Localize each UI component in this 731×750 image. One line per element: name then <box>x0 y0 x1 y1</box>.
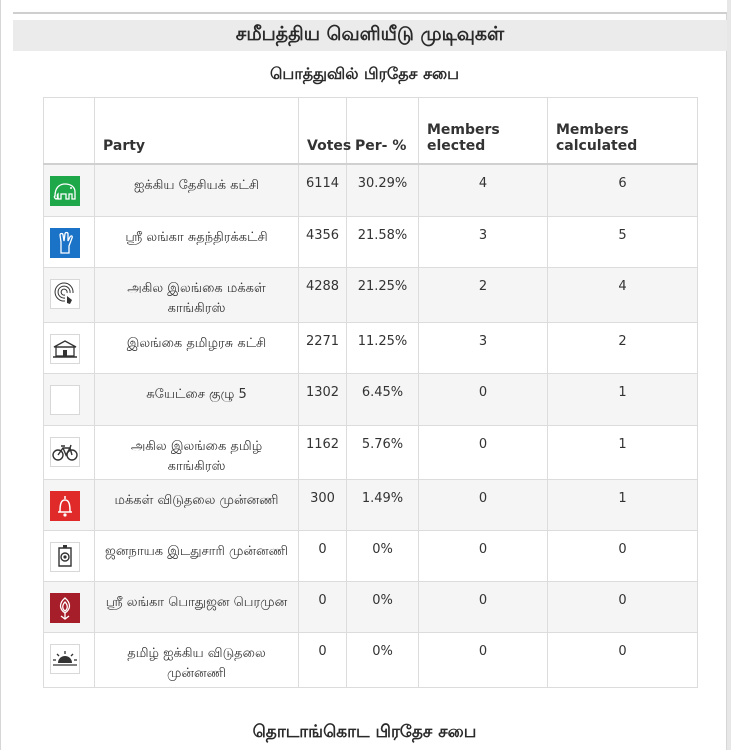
rising-sun-icon <box>50 644 80 674</box>
calculated-cell: 0 <box>548 581 698 632</box>
top-divider <box>13 0 727 14</box>
table-header-row <box>44 98 698 165</box>
party-name: அகில இலங்கை மக்கள் காங்கிரஸ் <box>95 267 299 322</box>
votes-cell: 4356 <box>299 216 347 267</box>
calculated-cell: 0 <box>548 530 698 581</box>
votes-cell: 2271 <box>299 322 347 373</box>
votes-cell: 1162 <box>299 425 347 479</box>
percent-cell: 6.45% <box>347 373 419 425</box>
elected-cell: 0 <box>419 530 548 581</box>
votes-cell: 6114 <box>299 164 347 216</box>
table-row <box>44 425 698 479</box>
votes-cell: 0 <box>299 632 347 687</box>
calculated-cell: 1 <box>548 425 698 479</box>
bell-icon <box>50 491 80 521</box>
table-row <box>44 530 698 581</box>
table-row <box>44 216 698 267</box>
percent-header: Per- % <box>347 98 419 165</box>
house-icon <box>50 334 80 364</box>
elected-cell: 0 <box>419 373 548 425</box>
calculated-cell: 1 <box>548 479 698 530</box>
calculated-header: Members calculated <box>548 98 698 165</box>
party-name: ஸ்ரீ லங்கா பொதுஜன பெரமுன <box>95 581 299 632</box>
elected-cell: 4 <box>419 164 548 216</box>
section-title: பொத்துவில் பிரதேச சபை <box>269 64 460 83</box>
percent-cell: 21.25% <box>347 267 419 322</box>
votes-header: Votes <box>299 98 347 165</box>
table-row <box>44 267 698 322</box>
table-row <box>44 164 698 216</box>
percent-cell: 0% <box>347 530 419 581</box>
elected-cell: 0 <box>419 479 548 530</box>
blank-symbol-icon <box>50 385 80 415</box>
results-table <box>43 97 698 688</box>
party-name: ஐக்கிய தேசியக் கட்சி <box>95 164 299 216</box>
percent-cell: 1.49% <box>347 479 419 530</box>
calculated-cell: 1 <box>548 373 698 425</box>
calculated-cell: 4 <box>548 267 698 322</box>
percent-cell: 30.29% <box>347 164 419 216</box>
table-row <box>44 322 698 373</box>
votes-cell: 300 <box>299 479 347 530</box>
percent-cell: 5.76% <box>347 425 419 479</box>
votes-cell: 1302 <box>299 373 347 425</box>
elected-cell: 3 <box>419 322 548 373</box>
percent-cell: 0% <box>347 632 419 687</box>
elected-cell: 3 <box>419 216 548 267</box>
calculated-cell: 5 <box>548 216 698 267</box>
calculated-cell: 0 <box>548 632 698 687</box>
party-header: Party <box>95 98 299 165</box>
party-name: மக்கள் விடுதலை முன்னணி <box>95 479 299 530</box>
elected-cell: 0 <box>419 425 548 479</box>
symbol-header <box>44 98 95 165</box>
party-name: ஜனநாயக இடதுசாரி முன்னணி <box>95 530 299 581</box>
peacock-icon <box>50 279 80 309</box>
elephant-icon <box>50 176 80 206</box>
elected-cell: 2 <box>419 267 548 322</box>
table-row <box>44 581 698 632</box>
percent-cell: 11.25% <box>347 322 419 373</box>
elected-header: Members elected <box>419 98 548 165</box>
party-name: இலங்கை தமிழரசு கட்சி <box>95 322 299 373</box>
results-heading: சமீபத்திய வெளியீடு முடிவுகள் <box>13 20 727 51</box>
party-name: தமிழ் ஐக்கிய விடுதலை முன்னணி <box>95 632 299 687</box>
elected-cell: 0 <box>419 632 548 687</box>
lotus-bud-icon <box>50 593 80 623</box>
next-section-title: தொடாங்கொட பிரதேச சபை <box>252 722 477 742</box>
party-name: ஸ்ரீ லங்கா சுதந்திரக்கட்சி <box>95 216 299 267</box>
hand-icon <box>50 228 80 258</box>
votes-cell: 0 <box>299 530 347 581</box>
elected-cell: 0 <box>419 581 548 632</box>
party-name: சுயேட்சை குழு 5 <box>95 373 299 425</box>
bicycle-icon <box>50 437 80 467</box>
party-name: அகில இலங்கை தமிழ் காங்கிரஸ் <box>95 425 299 479</box>
votes-cell: 4288 <box>299 267 347 322</box>
percent-cell: 21.58% <box>347 216 419 267</box>
calculated-cell: 2 <box>548 322 698 373</box>
percent-cell: 0% <box>347 581 419 632</box>
votes-cell: 0 <box>299 581 347 632</box>
table-row <box>44 632 698 687</box>
table-row <box>44 373 698 425</box>
table-row <box>44 479 698 530</box>
calculated-cell: 6 <box>548 164 698 216</box>
lamp-icon <box>50 542 80 572</box>
